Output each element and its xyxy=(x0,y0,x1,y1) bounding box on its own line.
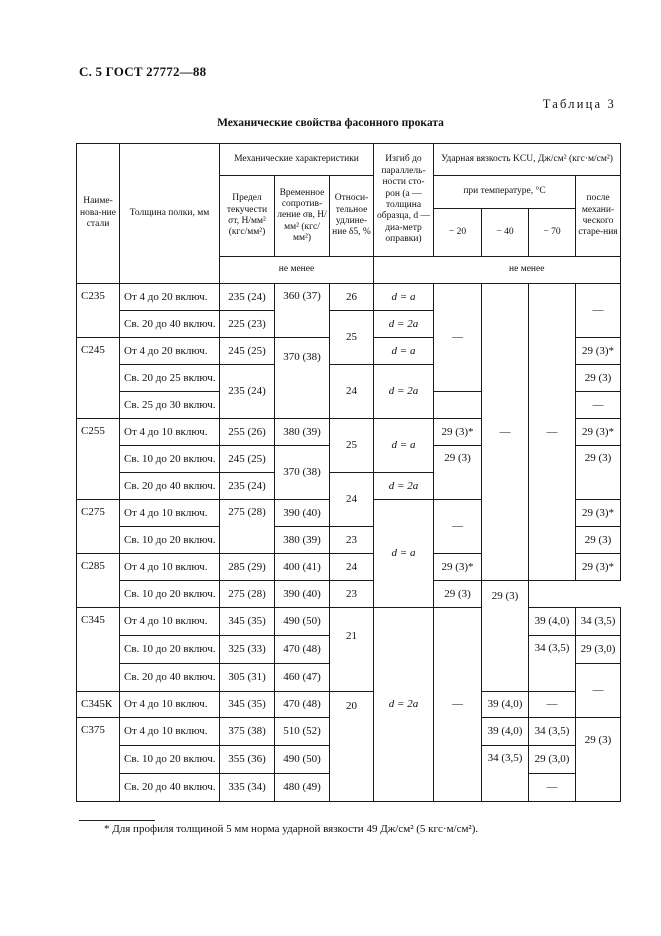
thickness-cell: Св. 20 до 40 включ. xyxy=(120,774,220,802)
impact-minus-20-cell: 29 (3) xyxy=(434,581,482,608)
header-min-mechanical: не менее xyxy=(220,257,374,284)
thickness-cell: От 4 до 20 включ. xyxy=(120,338,220,365)
impact-minus-70-cell: — xyxy=(529,284,576,581)
thickness-cell: От 4 до 10 включ. xyxy=(120,419,220,446)
tensile-cell: 390 (40) xyxy=(275,500,330,527)
bend-value: d = a xyxy=(391,290,416,303)
aging-cell: — xyxy=(576,392,621,419)
yield-cell: 345 (35) xyxy=(220,692,275,718)
elongation-cell: 25 xyxy=(330,419,374,473)
thickness-cell: Св. 20 до 25 включ. xyxy=(120,365,220,392)
tensile-cell: 360 (37) xyxy=(275,284,330,338)
impact-minus-70-cell: 29 (3,0) xyxy=(576,636,621,664)
impact-minus-20-cell: — xyxy=(434,284,482,392)
impact-minus-70-cell: 29 (3,0) xyxy=(529,746,576,774)
header-flange-thickness: Толщина полки, мм xyxy=(120,144,220,284)
aging-cell: 29 (3)* xyxy=(576,419,621,446)
document-header: С. 5 ГОСТ 27772—88 xyxy=(79,64,207,79)
bend-cell xyxy=(374,419,434,473)
thickness-cell: От 4 до 10 включ. xyxy=(120,554,220,581)
steel-grade-c245: С245 xyxy=(77,338,120,419)
thickness-cell: Св. 10 до 20 включ. xyxy=(120,446,220,473)
yield-cell: 355 (36) xyxy=(220,746,275,774)
table-title: Механические свойства фасонного проката xyxy=(217,117,444,129)
bend-value: d = 2a xyxy=(388,317,419,330)
header-min-impact: не менее xyxy=(434,257,621,284)
elongation-cell: 26 xyxy=(330,284,374,311)
thickness-cell: От 4 до 10 включ. xyxy=(120,718,220,746)
yield-cell: 245 (25) xyxy=(220,338,275,365)
bend-cell xyxy=(374,338,434,365)
yield-cell: 345 (35) xyxy=(220,608,275,636)
thickness-cell: От 4 до 20 включ. xyxy=(120,284,220,311)
aging-cell: 29 (3) xyxy=(576,446,621,500)
yield-cell: 255 (26) xyxy=(220,419,275,446)
impact-minus-40-cell: 34 (3,5) xyxy=(482,746,529,802)
header-at-temperature: при температуре, °С xyxy=(434,176,576,209)
bend-value: d = a xyxy=(391,439,416,452)
header-temp-minus-20: − 20 xyxy=(434,209,482,257)
bend-value: d = 2a xyxy=(388,479,419,492)
impact-minus-40-cell: 39 (4,0) xyxy=(482,692,529,718)
bend-cell xyxy=(374,473,434,500)
tensile-cell: 390 (40) xyxy=(275,581,330,608)
bend-cell xyxy=(374,500,434,608)
steel-grade-c345k: С345К xyxy=(77,692,120,718)
header-bend-test: Изгиб до параллель-ности сто-рон (a — толщина образца, d — диа-метр оправки) xyxy=(374,144,434,257)
thickness-cell: Св. 10 до 20 включ. xyxy=(120,527,220,554)
tensile-cell: 490 (50) xyxy=(275,746,330,774)
yield-cell: 235 (24) xyxy=(220,473,275,500)
tensile-cell: 470 (48) xyxy=(275,692,330,718)
yield-cell: 235 (24) xyxy=(220,365,275,419)
yield-cell: 245 (25) xyxy=(220,446,275,473)
thickness-cell: От 4 до 10 включ. xyxy=(120,500,220,527)
aging-cell: 29 (3) xyxy=(576,365,621,392)
table-number-label: Таблица 3 xyxy=(542,97,616,111)
header-temp-minus-70: − 70 xyxy=(529,209,576,257)
steel-grade-c375: С375 xyxy=(77,718,120,802)
header-yield-strength: Предел текучести σт, Н/мм² (кгс/мм²) xyxy=(220,176,275,257)
elongation-cell: 23 xyxy=(330,581,374,608)
steel-grade-c255: С255 xyxy=(77,419,120,500)
header-temp-minus-40: − 40 xyxy=(482,209,529,257)
elongation-cell: 21 xyxy=(330,608,374,692)
impact-minus-40-cell: 39 (4,0) xyxy=(482,718,529,746)
elongation-cell: 25 xyxy=(330,311,374,365)
impact-minus-70-cell: 34 (3,5) xyxy=(576,608,621,636)
aging-cell: — xyxy=(529,692,576,718)
impact-minus-20-cell: 29 (3)* xyxy=(434,554,482,581)
header-tensile-strength: Временное сопротив-ление σв, Н/мм² (кгс/мм²) xyxy=(275,176,330,257)
thickness-cell: Св. 10 до 20 включ. xyxy=(120,636,220,664)
footnote-divider xyxy=(79,820,155,821)
steel-grade-c285: С285 xyxy=(77,554,120,608)
thickness-cell: Св. 10 до 20 включ. xyxy=(120,746,220,774)
aging-cell: — xyxy=(576,284,621,338)
header-impact-strength: Ударная вязкость KCU, Дж/см² (кгс·м/см²) xyxy=(434,144,621,176)
header-after-aging: после механи-ческого старе-ния xyxy=(576,176,621,257)
steel-grade-c275: С275 xyxy=(77,500,120,554)
yield-cell: 285 (29) xyxy=(220,554,275,581)
aging-cell: 29 (3) xyxy=(576,527,621,554)
tensile-cell: 370 (38) xyxy=(275,338,330,419)
header-steel-grade: Наиме-нова-ние стали xyxy=(77,144,120,284)
aging-cell: 29 (3)* xyxy=(576,500,621,527)
steel-grade-c235: С235 xyxy=(77,284,120,338)
bend-cell xyxy=(374,311,434,338)
impact-minus-40-cell: 34 (3,5) xyxy=(529,636,576,692)
impact-minus-70-cell: — xyxy=(529,774,576,802)
thickness-cell: Св. 20 до 40 включ. xyxy=(120,664,220,692)
thickness-cell: Св. 20 до 40 включ. xyxy=(120,311,220,338)
aging-cell: 29 (3) xyxy=(576,718,621,802)
impact-minus-70-cell: — xyxy=(576,664,621,718)
thickness-cell: Св. 20 до 40 включ. xyxy=(120,473,220,500)
elongation-cell: 24 xyxy=(330,554,374,581)
tensile-cell: 490 (50) xyxy=(275,608,330,636)
yield-cell: 275 (28) xyxy=(220,500,275,554)
impact-minus-40-cell: — xyxy=(482,284,529,581)
bend-cell xyxy=(374,284,434,311)
yield-cell: 235 (24) xyxy=(220,284,275,311)
bend-value: d = 2a xyxy=(388,385,419,398)
tensile-cell: 470 (48) xyxy=(275,636,330,664)
impact-minus-20-cell: — xyxy=(434,608,482,802)
yield-cell: 325 (33) xyxy=(220,636,275,664)
tensile-cell: 460 (47) xyxy=(275,664,330,692)
tensile-cell: 480 (49) xyxy=(275,774,330,802)
yield-cell: 335 (34) xyxy=(220,774,275,802)
bend-value: d = a xyxy=(391,547,416,560)
aging-cell: 29 (3) xyxy=(482,581,529,692)
header-mechanical-characteristics: Механические характеристики xyxy=(220,144,374,176)
impact-minus-70-cell: 34 (3,5) xyxy=(529,718,576,746)
thickness-cell: От 4 до 10 включ. xyxy=(120,608,220,636)
tensile-cell: 380 (39) xyxy=(275,527,330,554)
aging-cell: 29 (3)* xyxy=(576,338,621,365)
steel-grade-c345: С345 xyxy=(77,608,120,692)
header-spacer xyxy=(374,257,434,284)
yield-cell: 305 (31) xyxy=(220,664,275,692)
impact-minus-40-cell: 39 (4,0) xyxy=(529,608,576,636)
thickness-cell: От 4 до 10 включ. xyxy=(120,692,220,718)
footnote: * Для профиля толщиной 5 мм норма ударной вязкости 49 Дж/см² (5 кгс·м/см²). xyxy=(104,823,479,835)
tensile-cell: 380 (39) xyxy=(275,419,330,446)
yield-cell: 225 (23) xyxy=(220,311,275,338)
thickness-cell: Св. 25 до 30 включ. xyxy=(120,392,220,419)
bend-cell xyxy=(374,608,434,802)
mechanical-properties-table xyxy=(76,143,621,802)
yield-cell: 375 (38) xyxy=(220,718,275,746)
elongation-cell: 20 xyxy=(330,692,374,802)
bend-value: d = 2a xyxy=(388,698,419,711)
impact-minus-20-cell: 29 (3) xyxy=(434,446,482,500)
bend-value: d = a xyxy=(391,344,416,357)
yield-cell: 275 (28) xyxy=(220,581,275,608)
header-elongation: Относи-тельное удлине-ние δ5, % xyxy=(330,176,374,257)
aging-cell: 29 (3)* xyxy=(576,554,621,581)
impact-minus-20-cell: 29 (3)* xyxy=(434,419,482,446)
thickness-cell: Св. 10 до 20 включ. xyxy=(120,581,220,608)
impact-minus-20-cell: — xyxy=(434,500,482,554)
elongation-cell: 24 xyxy=(330,473,374,527)
tensile-cell: 370 (38) xyxy=(275,446,330,500)
tensile-cell: 400 (41) xyxy=(275,554,330,581)
bend-cell xyxy=(374,365,434,419)
empty-cell xyxy=(434,392,482,419)
tensile-cell: 510 (52) xyxy=(275,718,330,746)
elongation-cell: 24 xyxy=(330,365,374,419)
elongation-cell: 23 xyxy=(330,527,374,554)
